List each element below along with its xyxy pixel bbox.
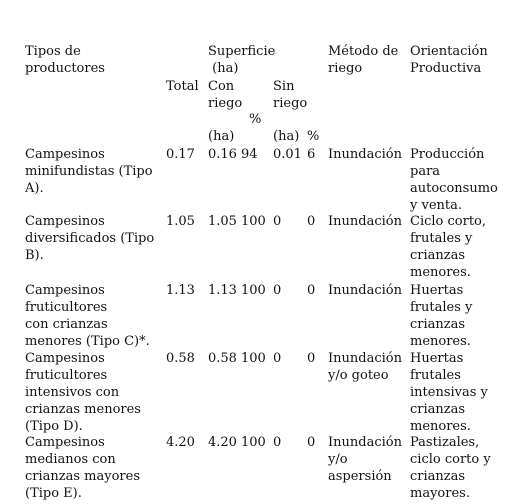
row-e-con-riego-ha: 4.20 — [208, 435, 237, 450]
header-orientacion-productiva: Orientación Productiva — [410, 44, 488, 76]
row-d-tipo: Campesinos fruticultores intensivos con crianzas menores (Tipo D). — [25, 351, 141, 434]
row-b-sin-riego-pct: 0 — [307, 214, 316, 229]
row-e-sin-riego-ha: 0 — [273, 435, 282, 450]
row-b-tipo: Campesinos diversificados (Tipo B). — [25, 214, 155, 263]
header-total: Total — [166, 79, 199, 94]
row-e-sin-riego-pct: 0 — [307, 435, 316, 450]
row-d-sin-riego-pct: 0 — [307, 351, 316, 366]
header-con-riego-unit: (ha) — [208, 129, 235, 144]
row-c-total: 1.13 — [166, 283, 195, 298]
header-con-riego: Con riego — [208, 79, 243, 111]
header-tipos-productores: Tipos de productores — [25, 44, 105, 76]
row-a-con-riego-pct: 94 — [241, 147, 258, 162]
header-superficie: Superficie (ha) — [208, 44, 276, 76]
row-c-sin-riego-ha: 0 — [273, 283, 282, 298]
row-d-total: 0.58 — [166, 351, 195, 366]
row-b-total: 1.05 — [166, 214, 195, 229]
row-e-total: 4.20 — [166, 435, 195, 450]
row-c-tipo: Campesinos fruticultores con crianzas menores (Tipo C)*. — [25, 283, 150, 349]
row-c-con-riego-pct: 100 — [241, 283, 266, 298]
row-c-orientacion: Huertas frutales y crianzas menores. — [410, 283, 473, 349]
row-c-metodo: Inundación — [328, 283, 402, 298]
row-e-metodo: Inundación y/o aspersión — [328, 435, 402, 484]
row-a-con-riego-ha: 0.16 — [208, 147, 237, 162]
row-d-con-riego-pct: 100 — [241, 351, 266, 366]
row-c-con-riego-ha: 1.13 — [208, 283, 237, 298]
header-sin-riego-unit: (ha) — [273, 129, 300, 144]
row-b-sin-riego-ha: 0 — [273, 214, 282, 229]
header-sin-riego: Sin riego — [273, 79, 308, 111]
row-d-metodo: Inundación y/o goteo — [328, 351, 402, 383]
row-a-orientacion: Producción para autoconsumo y venta. — [410, 147, 498, 213]
row-b-con-riego-pct: 100 — [241, 214, 266, 229]
row-a-metodo: Inundación — [328, 147, 402, 162]
header-sin-riego-percent: % — [307, 129, 320, 144]
row-a-sin-riego-ha: 0.01 — [273, 147, 302, 162]
row-b-orientacion: Ciclo corto, frutales y crianzas menores. — [410, 214, 487, 280]
row-d-sin-riego-ha: 0 — [273, 351, 282, 366]
row-b-con-riego-ha: 1.05 — [208, 214, 237, 229]
row-c-sin-riego-pct: 0 — [307, 283, 316, 298]
row-a-tipo: Campesinos minifundistas (Tipo A). — [25, 147, 153, 196]
row-b-metodo: Inundación — [328, 214, 402, 229]
header-metodo-riego: Método de riego — [328, 44, 399, 76]
row-d-con-riego-ha: 0.58 — [208, 351, 237, 366]
row-e-tipo: Campesinos medianos con crianzas mayores (Tipo E). — [25, 435, 141, 501]
row-a-total: 0.17 — [166, 147, 195, 162]
row-e-con-riego-pct: 100 — [241, 435, 266, 450]
row-d-orientacion: Huertas frutales intensivas y crianzas menores. — [410, 351, 488, 434]
header-con-riego-percent: % — [249, 112, 262, 127]
row-a-sin-riego-pct: 6 — [307, 147, 316, 162]
row-e-orientacion: Pastizales, ciclo corto y crianzas mayores. — [410, 435, 491, 501]
